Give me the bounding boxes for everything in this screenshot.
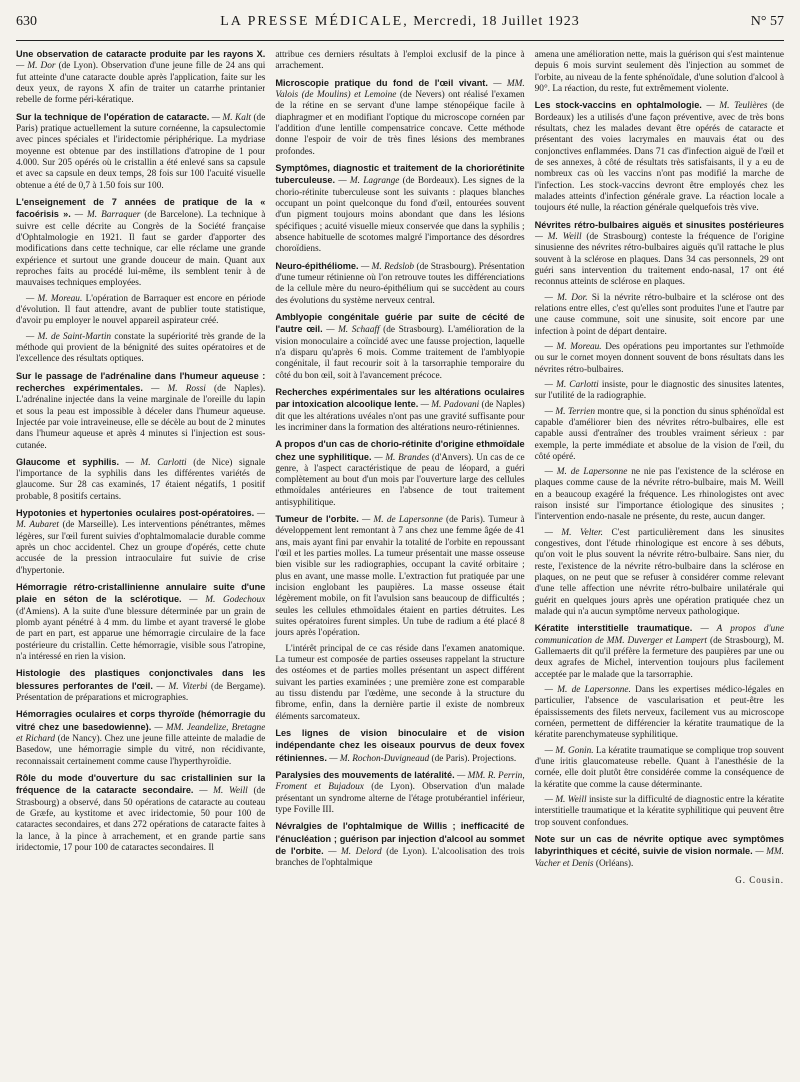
article-paragraph: [275, 439, 524, 509]
issue-date: Mercredi, 18 Juillet 1923: [413, 14, 580, 29]
article-paragraph: [535, 466, 784, 524]
article-author: — M. Moreau.: [26, 293, 83, 304]
article-text: (de Paris). Tumeur à développement lent remontant à 7 ans chez une femme âgée de 41 ans, mais ayant fini par envahir la totalité de l'orbite en repoussant l'œil et les parties molles. La tumeur présentait une masse osseuse bien visible sur les radiographies, occupant la cavité orbitaire ; plus en avant, une masse molle. L'extraction fut pratiquée par une incision englobant les paupières. La masse osseuse était légèrement mobile, on fit l'avulsion sans beaucoup de difficultés ; seules les cellules ethmoïdales étaient en parties détruites. Les suites opératoires furent simples. Un tube de radium a été placé 8 jours après l'opération.: [275, 515, 525, 639]
column-3: [535, 49, 784, 1067]
article-author: — M. Schaaff: [326, 325, 380, 336]
article-text: La kératite traumatique se complique trop souvent d'une iritis glaucomateuse rebelle. Quant à l'anesthésie de la cornée, elle doit plutôt être considérée comme la conséquence de la kératite que comme la cause déterminante.: [534, 745, 784, 790]
article-paragraph: [535, 379, 784, 403]
article-title: Une observation de cataracte produite par les rayons X.: [16, 49, 266, 59]
article-text: (de Naples) dit que les altérations uvéales n'ont pas une gravité suffisante pour les incriminer dans la formation des altérations neuro-rétiniennes.: [275, 400, 525, 433]
article-title: Neuro-épithéliome.: [275, 260, 359, 271]
article-author: — M. Rossi: [151, 383, 206, 394]
page-number: 630: [16, 14, 37, 29]
article-title: Rôle du mode d'ouverture du sac cristallinien sur la fréquence de la cataracte secondaire.: [16, 773, 266, 796]
article-text: (de Naples). L'adrénaline injectée dans la veine marginale de l'oreille du lapin et sous la peau est impossible à déceler dans l'humeur aqueuse. Injectée par voie intraveineuse, elle se décèle au bout de 2 minutes dans l'humeur aqueuse et après 4 minutes si l'injection est sous-cutanée.: [16, 383, 266, 451]
article-text: L'opération de Barraquer est encore en période d'évolution. Il faut attendre, avant de publier toute statistique, d'avoir pu employer le nouvel appareil aspirateur créé.: [16, 293, 266, 327]
article-paragraph: [535, 49, 784, 95]
article-author: — M. Weill: [544, 795, 587, 806]
article-paragraph: [275, 514, 524, 640]
article-title: Amblyopie congénitale guérie par suite de cécité de l'autre œil.: [275, 311, 525, 335]
article-text: (de Strasbourg). Présentation d'une tumeur rétinienne où l'on retrouve toutes les différenciations de la cellule mère du neuro-épithélium qui se succèdent au cours des évolutions du système nerveux central.: [275, 261, 525, 306]
article-paragraph: [275, 821, 524, 869]
article-paragraph: [16, 49, 265, 107]
article-text: amena une amélioration nette, mais la guérison qui s'est maintenue depuis 6 mois survint seulement dès l'injection au sommet de l'orbite, au niveau de la fente sphénoïdale, d'une solution d'alcool à 90°. La réaction, du reste, fut extrêmement violente.: [534, 50, 784, 94]
article-title: Névralgies de l'ophtalmique de Willis ; inefficacité de l'énucléation ; guérison par injection d'alcool au sommet de l'orbite.: [275, 821, 525, 856]
article-text: montre que, si la ponction du sinus sphénoïdal est capable d'améliorer bien des névrites rétro-bulbaires, elle est capable aussi d'entraîner des troubles vraiment sérieux : par exemple, la perte immédiate et absolue de la vision de l'œil, du côté opéré.: [534, 406, 784, 462]
article-title: Hypotonies et hypertonies oculaires post-opératoires.: [16, 508, 255, 519]
article-author: — M. Viterbi: [156, 681, 208, 692]
article-author: — M. Redslob: [360, 261, 415, 272]
article-title: Sur le passage de l'adrénaline dans l'humeur aqueuse : recherches expérimentales.: [16, 370, 266, 393]
article-title: Recherches expérimentales sur les altérations oculaires par intoxication alcoolique lente.: [275, 386, 525, 410]
article-title: A propos d'un cas de chorio-rétinite d'origine ethmoïdale chez une syphilitique.: [275, 439, 525, 462]
text-columns: [16, 49, 784, 1067]
article-text: Dans les expertises médico-légales en particulier, l'absence de vascularisation et peut-être les épaississements des filets nerveux, facilement vus au microscope cornéen, permettent de différencier la kératite traumatique de la kératite parenchymateuse syphilitique.: [534, 685, 784, 741]
article-text: (d'Amiens). A la suite d'une blessure déterminée par un grain de plomb ayant pénétré à 4 mm. du limbe et ayant traversé le globe de part en part, est apparue une hémorragie circulaire de la face postérieure du cristallin. Cette hémorragie, visible sous l'atropine, n'a intéressé en rien la vision.: [16, 606, 266, 663]
article-text: L'intérêt principal de ce cas réside dans l'examen anatomique. La tumeur est composée de parties osseuses rappelant la structure des ostéomes et de parties molles présentant un aspect différent suivant les parties examinées ; une première zone est comparable au tissu distendu par l'œdème, une seconde à la structure du fibrome, enfin, dans la dernière partie il existe de nombreux éléments sarcomateux.: [275, 643, 525, 722]
article-paragraph: [16, 773, 265, 854]
article-paragraph: [16, 293, 265, 328]
article-paragraph: [16, 197, 265, 290]
article-paragraph: [275, 78, 524, 158]
article-paragraph: [535, 527, 784, 619]
article-title: Les lignes de vision binoculaire et de vision indépendante chez les oiseaux pourvus de deux fovex rétiniennes.: [275, 728, 525, 763]
article-title: Sur la technique de l'opération de cataracte.: [16, 111, 210, 122]
article-author: — M. Carlotti: [544, 379, 599, 390]
article-paragraph: [535, 292, 784, 338]
article-title: L'enseignement de 7 années de pratique de la « facoérisis ».: [16, 196, 266, 220]
article-author: — M. de Lapersonne: [544, 467, 628, 478]
article-author: — M. Brandes: [374, 452, 430, 463]
article-author: — M. Delord: [328, 847, 382, 857]
article-text: (Orléans).: [593, 858, 634, 869]
article-author: — M. de Lapersonne: [362, 515, 443, 526]
author-signature: G. Cousin.: [735, 874, 784, 885]
article-paragraph: [16, 709, 265, 768]
article-author: — M. Moreau.: [544, 341, 602, 352]
article-paragraph: [535, 220, 784, 289]
article-paragraph: [535, 406, 784, 464]
article-author: — M. Teulières: [706, 101, 768, 112]
article-author: — M. Gonin.: [544, 745, 594, 756]
article-paragraph: [275, 261, 524, 307]
publication-name: LA PRESSE MÉDICALE,: [220, 14, 409, 29]
article-author: — M. Weill: [199, 786, 248, 797]
article-text: (de Strasbourg), M. Gallemaerts dit qu'il préfère la fermeture des paupières par une ou deux agrafes de Michel, intervention toujours plus facilement acceptée par le malade que la tarsorraphie.: [534, 635, 784, 680]
article-text: (de Lyon). L'alcoolisation des trois branches de l'ophtalmique: [275, 847, 525, 869]
article-text: (de Marseille). Les interventions pénétrantes, mêmes légères, sur l'œil furent suivies d'ophtalmomalacie durable comme après un choc accidentel. Chez un groupe d'opérés, cette chute accusée de la pression intraoculaire fut suivie de crise d'hypertonie.: [16, 520, 266, 576]
article-text: (de Bergame). Présentation de préparations et micrographies.: [16, 681, 266, 704]
article-text: attribue ces derniers résultats à l'emploi exclusif de la pince à arrachement.: [275, 50, 525, 72]
article-text: (de Nevers) ont réalisé l'examen de la rétine en se servant d'une lampe sténopéique facile à diaphragmer et en modifiant l'optique du microscope cornéen par l'addition d'une lentille compensatrice concave. Cette méthode donne l'espoir de voir de très fines lésions des membranes profondes.: [275, 89, 525, 157]
article-paragraph: [275, 163, 524, 256]
article-author: — M. Dor.: [544, 292, 588, 303]
article-paragraph: [16, 371, 265, 452]
article-author: — M. Terrien: [544, 406, 596, 417]
article-title: Tumeur de l'orbite.: [275, 514, 359, 525]
article-paragraph: [275, 312, 524, 382]
article-title: Hémorragie rétro-cristallinienne annulaire suite d'une plaie en séton de la sclérotique.: [16, 582, 266, 605]
article-paragraph: [535, 100, 784, 214]
article-paragraph: [16, 668, 265, 704]
article-paragraph: [16, 457, 265, 503]
article-text: Si la névrite rétro-bulbaire et la sclérose ont des relations entre elles, c'est qu'elles sont produites l'une et l'autre par une cause commune, soit une sinusite, soit encore par une infection à point de départ dentaire.: [534, 292, 784, 337]
article-author: — M. de Saint-Martin: [26, 331, 112, 342]
article-title: Symptômes, diagnostic et traitement de la choriorétinite tuberculeuse.: [275, 162, 525, 186]
article-text: (de Paris). Projections.: [429, 753, 517, 764]
article-title: Hémorragies oculaires et corps thyroïde (hémorragie du vitré chez une basedowienne).: [16, 709, 266, 732]
article-text: (de Bordeaux). Les signes de la chorio-rétinite tuberculeuse sont les suivants : plaques blanches occupant un point quelconque du fond d'œil, entourées souvent d'un pigment toujours moins abondant que dans les lésions spécifiques ; acuité visuelle mieux conservée que dans la syphilis ; absence habituelle de scotomes malgré l'importance des désordres choroïdiens.: [275, 176, 525, 255]
article-paragraph: [535, 745, 784, 791]
article-title: Les stock-vaccins en ophtalmologie.: [534, 100, 702, 111]
article-paragraph: [275, 49, 524, 73]
article-author: — A propos d'une communication de MM. Duverger et Lampert: [534, 624, 784, 646]
article-paragraph: [16, 582, 265, 663]
article-author: — M. Velter.: [544, 527, 603, 538]
article-text: (de Strasbourg) a observé, dans 50 opérations de cataracte au couteau de Græfe, au kystitome et avec iridectomie, 50 pour 100 de cataractes secondaires, et dans 272 opérations de cataracte faites à la lance, à la pince à arrachement, et en grande partie sans iridectomie, 17 pour 100 de cataractes secondaires. Il: [16, 786, 266, 853]
article-title: Note sur un cas de névrite optique avec symptômes labyrinthiques et cécité, suivie de vision normale.: [534, 834, 784, 857]
article-author: — M. Dor: [16, 61, 56, 72]
article-author: — M. Aubaret: [16, 509, 266, 531]
article-paragraph: [535, 794, 784, 829]
article-author: — M. Rochon-Duvigneaud: [329, 753, 430, 764]
article-author: — MM. Vacher et Denis: [534, 847, 784, 869]
article-author: — M. Kalt: [211, 112, 252, 123]
article-author: — M. de Lapersonne.: [544, 685, 631, 696]
article-text: Des opérations peu importantes sur l'ethmoïde ou sur le cornet moyen donnent souvent de bons résultats dans les névrites rétro-bulbaires.: [534, 341, 784, 375]
article-text: (de Nice) signale l'importance de la syphilis dans les différentes variétés de glaucome. Sur 28 cas examinés, 17 étaient négatifs, 1 positif probable, 8 positifs certains.: [16, 457, 266, 502]
article-paragraph: [535, 684, 784, 742]
article-paragraph: [275, 643, 524, 723]
article-paragraph: [535, 623, 784, 681]
article-text: C'est particulièrement dans les sinusites congestives, dont l'étude rhinologique est encore à ses débuts, qu'on voit le plus souvent la névrite rétro-bulbaire. Sans nier, du reste, l'existence de la névrite rétro-bulbaire dans la sclérose en plaques, on ne peut que se refuser à considérer comme relevant d'une telle affection une névrite rétro-bulbaire unilatérale qui guérit en quelques jours après une opération pratiquée chez un malade qui n'a aucun symptôme nerveux pathologique.: [534, 527, 784, 618]
article-paragraph: [16, 508, 265, 577]
article-text: (de Barcelone). La technique à suivre est celle décrite au Congrès de la Société française d'Ophtalmologie en 1921. Il faut se garder d'apporter des modifications dans cette technique, car elle réclame une grande expérience et surtout une grande douceur de main. Quant aux reproches faits au procédé lui-même, ils semblent tenir à de mauvaises techniques employées.: [16, 210, 266, 289]
article-text: (de Bordeaux) les a utilisés d'une façon préventive, avec de très bons résultats, chez les malades devant être opérés de cataracte et présentant des voies lacrymales en mauvais état ou des conjonctives enflammées. Dans 71 cas d'infection aiguë de l'œil et de ses annexes, à côté de résultats très satisfaisants, il y a eu de nombreux cas où les vaccins n'ont pas modifié la marche de l'infection. Les stock-vaccins devront être employés chez les malades atteints d'infection générale grave. La réaction locale a toujours été nulle, la réaction générale quelquefois très vive.: [534, 101, 784, 214]
article-text: ne nie pas l'existence de la sclérose en plaques comme cause de la névrite rétro-bulbaire, mais M. Weill en a beaucoup exagéré la fréquence. Les rhinologistes ont avec raison insisté sur l'importance étiologique des sinusites ; l'intervention endo-nasale ne présente, du reste, aucun danger.: [534, 467, 784, 523]
article-author: — M. Carlotti: [125, 457, 187, 468]
article-paragraph: [535, 341, 784, 376]
article-author: — M. Barraquer: [74, 210, 141, 221]
column-2: [275, 49, 524, 1067]
article-title: Kératite interstitielle traumatique.: [534, 623, 693, 634]
article-author: — MM. Valois (de Moulins) et Lemoine: [275, 78, 525, 100]
article-paragraph: [275, 387, 524, 434]
article-text: insiste sur la difficulté de diagnostic entre la kératite interstitielle traumatique et la kératite syphilitique qui peuvent être trop souvent confondues.: [534, 795, 784, 828]
article-text: (de Strasbourg) conteste la fréquence de l'origine sinusienne des névrites rétro-bulbaires aiguës qu'il rattache le plus souvent à la sclérose en plaques. Dans 34 cas personnels, 29 ont guéri sans intervention du traitement endo-nasal, 17 ont été reconnus atteints de sclérose en plaques.: [534, 231, 784, 288]
article-author: — M. Padovani: [420, 400, 480, 411]
article-text: insiste, pour le diagnostic des sinusites latentes, sur l'utilité de la radiographie.: [534, 379, 784, 402]
issue-number: N° 57: [750, 14, 784, 29]
header-title: [220, 14, 580, 30]
article-paragraph: [16, 112, 265, 192]
article-text: constate la supériorité très grande de la méthode qui provient de la bénignité des suites opératoires et de l'excellence des résultats optiques.: [16, 331, 266, 365]
article-title: Histologie des plastiques conjonctivales dans les blessures perforantes de l'œil.: [16, 668, 266, 691]
article-text: (de Lyon). Observation d'un malade présentant un syndrome alterne de l'étage protubérantiel inférieur, type Foville III.: [275, 782, 525, 816]
article-paragraph: [275, 728, 524, 765]
article-title: Névrites rétro-bulbaires aiguës et sinusites postérieures: [534, 219, 784, 230]
article-paragraph: [275, 770, 524, 816]
article-text: (de Paris) pratique actuellement la suture cornéenne, la capsulectomie avec pinces spéciales et l'iridectomie périphérique. La mydriase moyenne est obtenue par des instillations d'atropine de 1 pour 4.000. Sur 205 opérés où le cristallin a été enlevé sans sa capsule et avec sa capsule en deux temps, 28 fois sur 100 l'acuité visuelle obtenue a été de 0,7 à 1.50 fois sur 100.: [16, 112, 266, 191]
article-author: — MM. R. Perrin, Froment et Bujadoux: [275, 771, 525, 793]
page-header: [16, 14, 784, 41]
article-text: (de Lyon). Observation d'une jeune fille de 24 ans qui fut atteinte d'une cataracte double après l'application, faite sur les deux yeux, de rayons X afin de traiter un catarrhe printanier rebelle de forme péri-kératique.: [16, 61, 266, 106]
article-text: (de Strasbourg). L'amélioration de la vision monoculaire a coïncidé avec une fausse projection, laquelle n'a disparu qu'après 6 mois. Comme traitement de l'amblyopie congénitale, il faut recourir soit à la tarsorraphie temporaire du côté du bon œil, soit à l'avancement précoce.: [275, 325, 525, 381]
article-author: — M. Weill: [534, 231, 582, 242]
article-title: Glaucome et syphilis.: [16, 456, 120, 467]
article-author: — MM. Jeandelize, Bretagne et Richard: [16, 722, 266, 745]
article-title: Paralysies des mouvements de latéralité.: [275, 770, 455, 781]
article-author: — M. Godechoux: [189, 595, 266, 606]
article-text: (de Nancy). Chez une jeune fille atteinte de maladie de Basedow, une hémorragie simple du vitré, non récidivante, reconnaissait certainement comme cause l'hyperthyroïdie.: [16, 734, 266, 767]
column-1: [16, 49, 265, 1067]
article-title: Microscopie pratique du fond de l'œil vivant.: [275, 77, 488, 88]
article-paragraph: [16, 331, 265, 366]
article-author: — M. Lagrange: [338, 176, 400, 187]
article-text: (d'Anvers). Un cas de ce genre, à l'aspect caractéristique de peau de léopard, a guéri complètement au bout d'un mois par l'ouverture large des cellules ethmoïdales antérieures en l'absence de tout traitement antisyphilitique.: [275, 452, 525, 508]
article-paragraph: [535, 834, 784, 870]
